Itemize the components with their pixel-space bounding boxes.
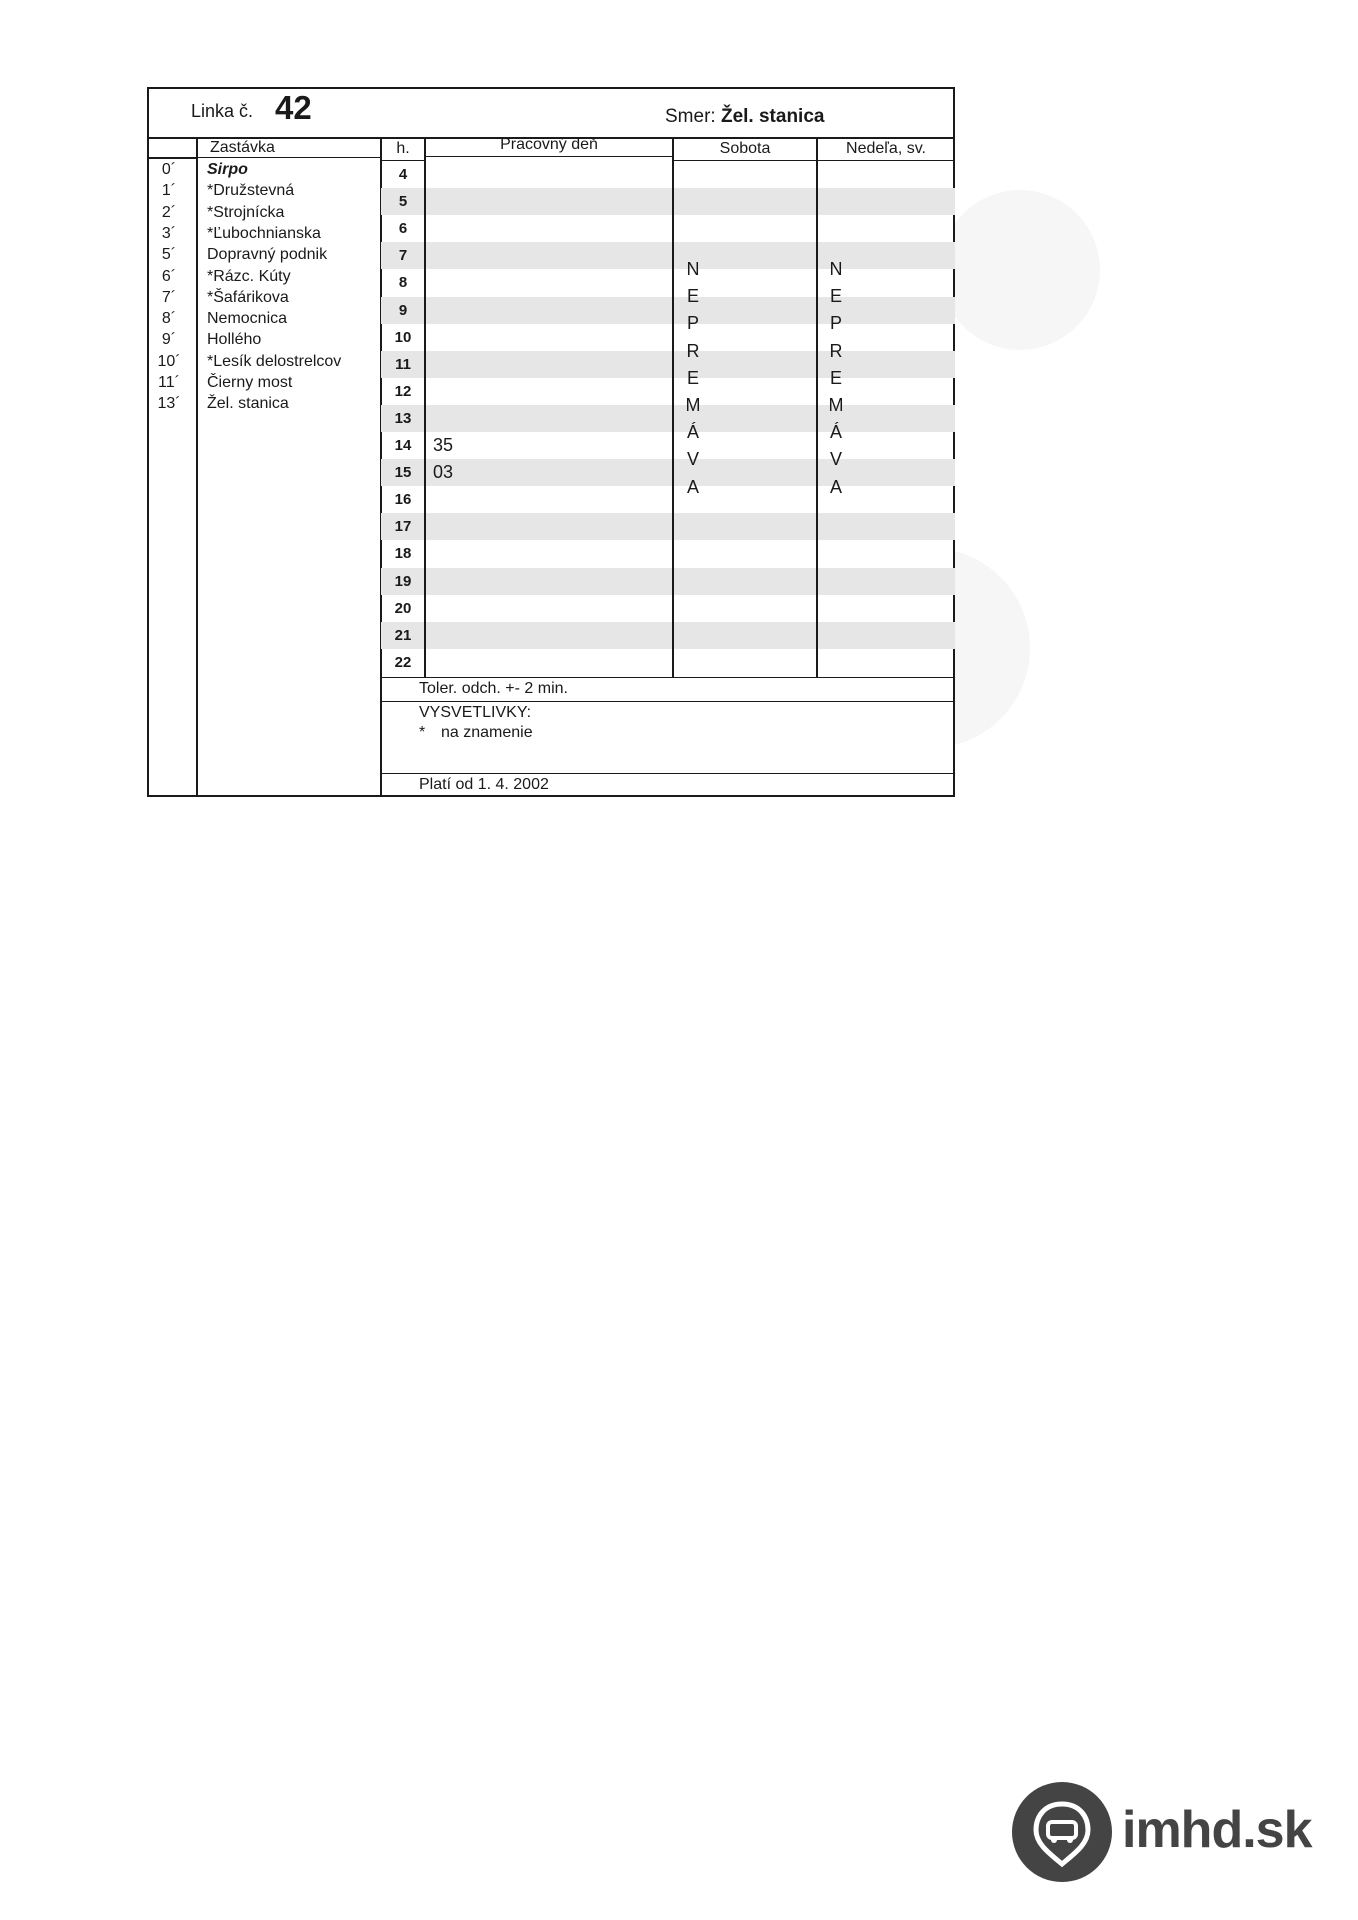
hour-row	[381, 324, 955, 351]
stop-minute: 11´	[158, 374, 180, 391]
watermark-circle	[940, 190, 1100, 350]
stop-row	[149, 372, 381, 393]
not-running-letter: E	[686, 367, 699, 388]
not-running-letter: R	[829, 340, 843, 361]
not-running-letter: R	[686, 340, 700, 361]
imhd-logo	[1012, 1782, 1332, 1882]
timetable-sheet	[147, 87, 955, 797]
note-star: *	[419, 724, 426, 741]
tolerance-text: Toler. odch. +- 2 min.	[419, 680, 568, 697]
stop-name: Nemocnica	[207, 310, 288, 328]
hour-label: 18	[394, 545, 412, 563]
stop-name: *Družstevná	[207, 182, 295, 200]
col-head-workday: Pracovný deň	[425, 133, 673, 157]
notes-row	[381, 701, 955, 773]
stop-minute: 3´	[161, 224, 177, 242]
not-running-letter: Á	[686, 422, 699, 443]
hour-label: 6	[398, 220, 408, 238]
bus-pin-icon	[1012, 1782, 1112, 1882]
stop-row	[149, 159, 381, 180]
not-running-letter: N	[686, 259, 700, 279]
logo-text: imhd.sk	[1122, 1801, 1312, 1859]
stop-name: Sirpo	[207, 161, 248, 178]
hour-row	[381, 432, 955, 459]
hour-row	[381, 649, 955, 676]
stop-minute: 13´	[157, 395, 181, 413]
col-head-saturday: Sobota	[673, 137, 817, 161]
divider	[672, 137, 674, 677]
stop-minute: 7´	[161, 288, 177, 306]
stops-header	[196, 137, 381, 158]
hour-row	[381, 486, 955, 513]
hour-row	[381, 351, 955, 378]
hour-row	[381, 188, 955, 215]
stops-header-label: Zastávka	[210, 139, 275, 156]
col-head-sunday: Nedeľa, sv.	[817, 137, 955, 161]
stop-row	[149, 180, 381, 201]
hour-label: 21	[394, 626, 412, 644]
stop-row	[149, 287, 381, 308]
hour-label: 4	[398, 166, 408, 183]
not-running-letter: E	[829, 286, 842, 307]
stop-name: Dopravný podnik	[207, 246, 328, 264]
stop-row	[149, 244, 381, 265]
divider	[424, 137, 426, 677]
hour-row	[381, 161, 955, 188]
hour-row	[381, 378, 955, 405]
hour-row	[381, 595, 955, 622]
stop-minute: 5´	[161, 246, 177, 264]
hour-label: 20	[394, 599, 412, 617]
not-running-letter: E	[829, 367, 842, 388]
note-text: na znamenie	[441, 724, 533, 741]
stop-row	[149, 351, 381, 372]
validity-row	[381, 773, 955, 795]
stop-minute: 6´	[161, 267, 177, 285]
not-running-letter: N	[829, 259, 843, 279]
stop-name: *Strojnícka	[207, 203, 285, 221]
hour-row	[381, 215, 955, 242]
stop-row	[149, 329, 381, 350]
stop-name: Čierny most	[207, 374, 293, 391]
timetable-header	[149, 89, 953, 139]
hour-row	[381, 622, 955, 649]
stop-row	[149, 223, 381, 244]
stop-name: *Lesík delostrelcov	[207, 352, 342, 370]
hour-label: 16	[394, 491, 412, 509]
hour-label: 15	[394, 464, 412, 482]
stop-minute: 8´	[161, 310, 177, 328]
workday-minutes: 03	[433, 462, 454, 483]
stop-row	[149, 202, 381, 223]
hour-label: 12	[394, 382, 412, 400]
hour-label: 17	[394, 518, 412, 536]
hour-label: 8	[398, 274, 408, 292]
stop-row	[149, 308, 381, 329]
hour-label: 7	[398, 247, 408, 265]
not-running-letter: A	[829, 476, 842, 497]
not-running-letter: V	[829, 449, 842, 470]
not-running-letter: M	[828, 395, 844, 415]
stop-row	[149, 393, 381, 414]
not-running-letter: P	[829, 313, 842, 334]
hour-label: 9	[398, 301, 408, 319]
not-running-letter: V	[686, 449, 699, 470]
stop-minute: 2´	[161, 203, 177, 221]
hour-row	[381, 459, 955, 486]
valid-from: Platí od 1. 4. 2002	[419, 776, 549, 793]
hour-row	[381, 405, 955, 432]
departure-grid	[381, 137, 955, 677]
direction	[665, 106, 824, 128]
col-head-hour: h.	[381, 137, 425, 161]
not-running-letter: M	[685, 395, 701, 415]
tolerance-row	[381, 677, 955, 701]
hour-label: 22	[394, 653, 412, 671]
stop-minute: 0´	[161, 161, 177, 178]
stop-name: Hollého	[207, 331, 262, 349]
direction-value: Žel. stanica	[720, 106, 825, 127]
line-label: Linka č.	[191, 101, 254, 121]
direction-label: Smer:	[665, 106, 716, 127]
hour-label: 19	[394, 572, 412, 590]
hour-row	[381, 242, 955, 269]
hour-label: 5	[398, 193, 408, 211]
not-running-letter: Á	[829, 422, 842, 443]
not-running-letter: A	[686, 476, 699, 497]
hour-row	[381, 269, 955, 296]
hour-row	[381, 297, 955, 324]
stop-name: *Šafárikova	[207, 288, 289, 306]
hour-row	[381, 513, 955, 540]
stop-name: *Rázc. Kúty	[207, 267, 291, 285]
not-running-letter: P	[686, 313, 699, 334]
stop-minute: 10´	[157, 352, 181, 370]
hour-row	[381, 540, 955, 567]
hour-label: 11	[395, 355, 411, 373]
stop-name: Žel. stanica	[207, 395, 289, 413]
hour-label: 13	[394, 409, 412, 427]
divider	[816, 137, 818, 677]
stop-minute: 9´	[161, 331, 177, 349]
stop-name: *Ľubochnianska	[207, 224, 321, 242]
notes-title: VYSVETLIVKY:	[419, 704, 532, 721]
hour-label: 10	[394, 328, 412, 346]
workday-minutes: 35	[433, 435, 454, 455]
line-number: 42	[275, 89, 312, 126]
stop-row	[149, 266, 381, 287]
hour-label: 14	[394, 437, 412, 454]
not-running-letter: E	[686, 286, 699, 307]
hour-row	[381, 568, 955, 595]
stop-minute: 1´	[161, 182, 177, 200]
